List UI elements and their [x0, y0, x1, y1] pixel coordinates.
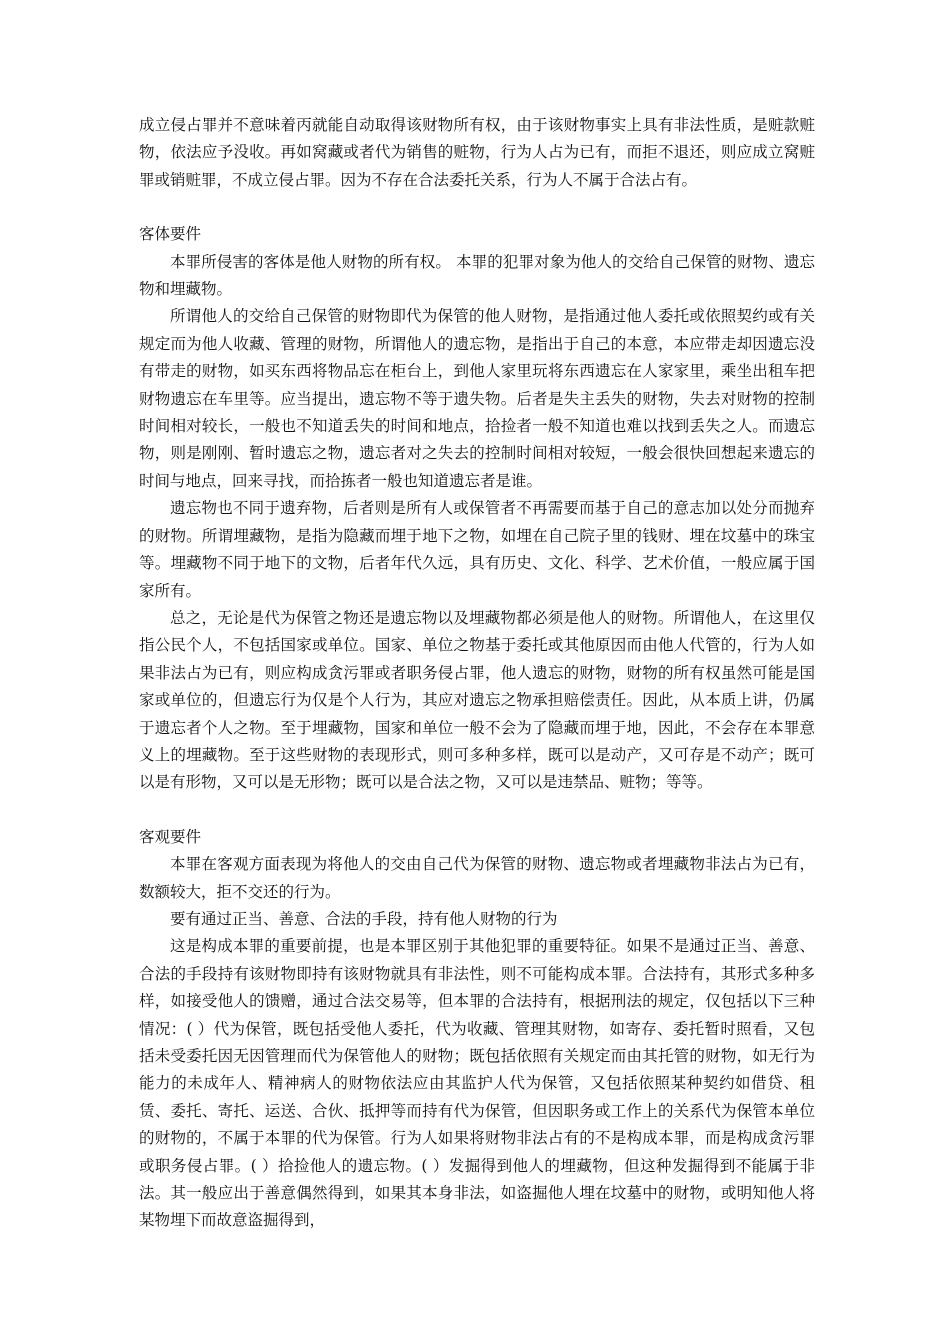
paragraph: 遗忘物也不同于遗弃物，后者则是所有人或保管者不再需要而基于自己的意志加以处分而抛弃的财物。所谓埋藏物，是指为隐藏而埋于地下之物，如埋在自己院子里的钱财、埋在坟墓中的珠宝等。埋藏物不同于地下的文物，后者年代久远，具有历史、文化、科学、艺术价值，一般应属于国家所有。	[139, 499, 815, 600]
subheading: 要有通过正当、善意、合法的手段，持有他人财物的行为	[170, 909, 558, 928]
paragraph: 本罪在客观方面表现为将他人的交由自己代为保管的财物、遗忘物或者埋藏物非法占为已有，数额较大，拒不交还的行为。	[139, 855, 815, 901]
paragraph: 本罪所侵害的客体是他人财物的所有权。 本罪的犯罪对象为他人的交给自己保管的财物、遗忘物和埋藏物。	[139, 252, 815, 299]
intro-paragraph: 成立侵占罪并不意味着丙就能自动取得该财物所有权，由于该财物事实上具有非法性质，是赃款赃物，依法应予没收。再如窝藏或者代为销售的赃物，行为人占为已有，而拒不退还，则应成立窝赃罪或销赃罪，不成立侵占罪。因为不存在合法委托关系，行为人不属于合法占有。	[139, 116, 815, 189]
section-heading-objective: 客观要件	[139, 827, 202, 846]
object-element-section	[139, 221, 815, 797]
objective-element-section	[139, 824, 815, 1235]
paragraph: 这是构成本罪的重要前提，也是本罪区别于其他犯罪的重要特征。如果不是通过正当、善意、合法的手段持有该财物即持有该财物就具有非法性，则不可能构成本罪。合法持有，其形式多种多样，如接受他人的馈赠，通过合法交易等，但本罪的合法持有，根据刑法的规定，仅包括以下三种情况：( ）代为保管，既包括受他人委托，代为收藏、管理其财物，如寄存、委托暂时照看，又包括未受委托因无因管理而代为保管他人的财物；既包括依照有关规定而由其托管的财物，如无行为能力的未成年人、精神病人的财物依法应由其监护人代为保管，又包括依照某种契约如借贷、租赁、委托、寄托、运送、合伙、抵押等而持有代为保管，但因职务或工作上的关系代为保管本单位的财物的，不属于本罪的代为保管。行为人如果将财物非法占有的不是构成本罪，而是构成贪污罪或职务侵占罪。( ）拾捡他人的遗忘物。( ）发掘得到他人的埋藏物，但这种发掘得到不能属于非法。其一般应出于善意偶然得到，如果其本身非法，如盗掘他人埋在坟墓中的财物，或明知他人将某物埋下而故意盗掘得到，	[139, 937, 815, 1230]
section-heading-object: 客体要件	[139, 225, 202, 244]
paragraph: 总之，无论是代为保管之物还是遗忘物以及埋藏物都必须是他人的财物。所谓他人，在这里仅指公民个人，不包括国家或单位。国家、单位之物基于委托或其他原因而由他人代管的，行为人如果非法占为已有，则应构成贪污罪或者职务侵占罪，他人遗忘的财物，财物的所有权虽然可能是国家或单位的，但遗忘行为仅是个人行为，其应对遗忘之物承担赔偿责任。因此，从本质上讲，仍属于遗忘者个人之物。至于埋藏物，国家和单位一般不会为了隐藏而埋于地，因此，不会存在本罪意义上的埋藏物。至于这些财物的表现形式，则可多种多样，既可以是动产，又可存是不动产；既可以是有形物，又可以是无形物；既可以是合法之物，又可以是违禁品、赃物；等等。	[139, 608, 815, 792]
document-page	[139, 112, 815, 1235]
paragraph: 所谓他人的交给自己保管的财物即代为保管的他人财物，是指通过他人委托或依照契约或有关规定而为他人收藏、管理的财物，所谓他人的遗忘物，是指出于自己的本意，本应带走却因遗忘没有带走的财物，如买东西将物品忘在柜台上，到他人家里玩将东西遗忘在人家家里，乘坐出租车把财物遗忘在车里等。应当提出，遗忘物不等于遗失物。后者是失主丢失的财物，失去对财物的控制时间相对较长，一般也不知道丢失的时间和地点，拾捡者一般不知道也难以找到丢失之人。而遗忘物，则是刚刚、暂时遗忘之物，遗忘者对之失去的控制时间相对较短，一般会很快回想起来遗忘的时间与地点，回来寻找，而拾拣者一般也知道遗忘者是谁。	[139, 307, 815, 490]
